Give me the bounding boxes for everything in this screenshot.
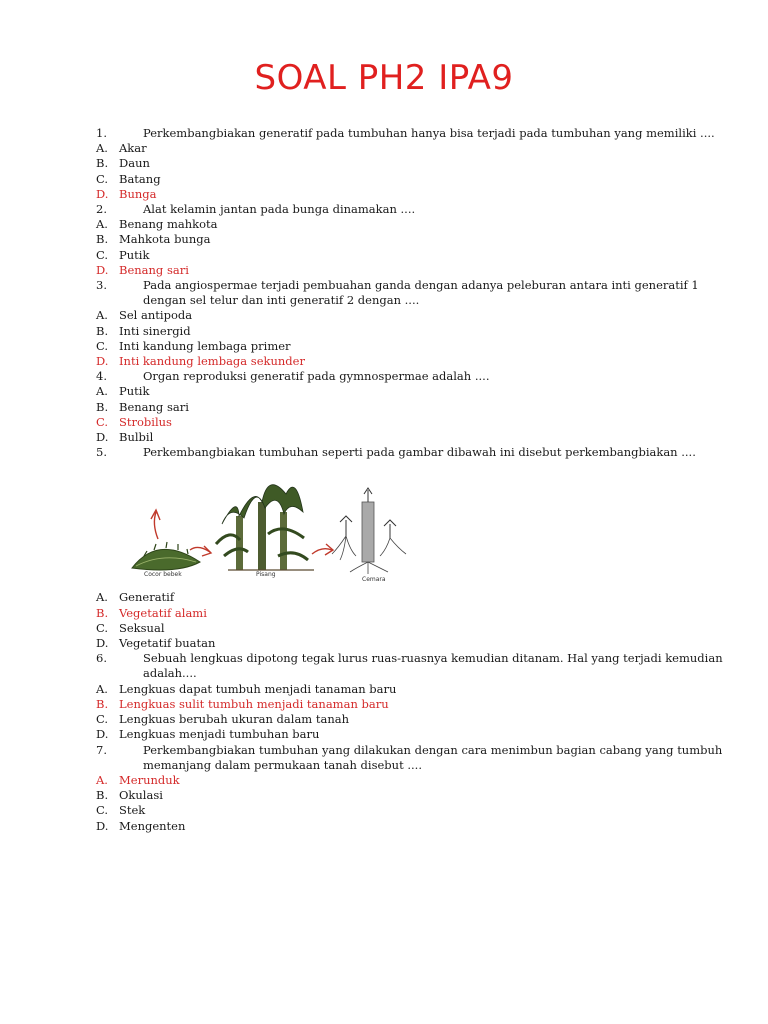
q2-option-b [96,232,736,247]
option-letter: A. [96,681,108,696]
option-text: Generatif [119,590,175,605]
option-letter: C. [96,620,109,635]
question-text: Perkembangbiakan tumbuhan seperti pada gambar dibawah ini disebut perkembangbiakan .... [143,445,696,460]
option-text: Inti sinergid [119,323,191,338]
option-text: Putik [119,384,150,399]
option-text: Putik [119,247,150,262]
pisang-plant-image [190,485,314,578]
question-text: Organ reproduksi generatif pada gymnospermae adalah .... [143,369,490,384]
question-number: 3. [96,278,107,293]
option-text: Mengenten [119,818,186,833]
question-6 [96,651,736,681]
q1-option-a [96,141,736,156]
q6-option-c [96,712,736,727]
q3-option-a [96,308,736,323]
cocor-bebek-leaf-image [132,510,200,578]
option-letter: D. [96,636,109,651]
question-number: 2. [96,202,107,217]
q5-option-c [96,621,736,636]
option-text: Lengkuas dapat tumbuh menjadi tanaman baru [119,681,397,696]
option-letter: B. [96,696,109,711]
option-letter: B. [96,232,109,247]
option-text: Daun [119,156,150,171]
caption-pisang: Pisang [256,571,276,579]
q4-option-c-answer [96,415,736,430]
option-letter: C. [96,171,109,186]
option-text: Lengkuas menjadi tumbuhan baru [119,727,320,742]
plant-illustration [118,464,418,588]
option-letter: D. [96,354,109,369]
q1-option-c [96,172,736,187]
question-number: 6. [96,651,107,666]
q2-option-c [96,248,736,263]
option-letter: A. [96,308,108,323]
option-text: Benang sari [119,399,189,414]
option-letter: D. [96,727,109,742]
question-3 [96,278,736,308]
option-letter: C. [96,803,109,818]
vegetative-reproduction-figure [96,460,736,590]
option-text: Benang mahkota [119,217,218,232]
question-5 [96,445,736,460]
q7-option-b [96,788,736,803]
question-text: Sebuah lengkuas dipotong tegak lurus ruas-ruasnya kemudian ditanam. Hal yang terjadi kemudian adalah.... [143,651,723,681]
q7-option-c [96,803,736,818]
option-text: Akar [119,141,147,156]
question-text: Alat kelamin jantan pada bunga dinamakan .... [143,202,416,217]
q6-option-b-answer [96,697,736,712]
q1-option-d-answer [96,187,736,202]
option-text: Inti kandung lembaga primer [119,338,291,353]
question-number: 1. [96,126,107,140]
option-text: Stek [119,803,146,818]
option-letter: C. [96,247,109,262]
q6-option-d [96,727,736,742]
question-text: Perkembangbiakan generatif pada tumbuhan hanya bisa terjadi pada tumbuhan yang memiliki .... [143,126,715,140]
option-letter: A. [96,384,108,399]
option-letter: D. [96,262,109,277]
option-letter: B. [96,605,109,620]
option-text: Mahkota bunga [119,232,211,247]
option-letter: B. [96,399,109,414]
option-text: Seksual [119,620,165,635]
option-text: Inti kandung lembaga sekunder [119,354,305,369]
option-letter: C. [96,338,109,353]
option-letter: C. [96,712,109,727]
q7-option-a-answer [96,773,736,788]
option-letter: B. [96,788,109,803]
q4-option-d [96,430,736,445]
option-text: Bunga [119,186,157,201]
question-number: 7. [96,742,107,757]
option-text: Sel antipoda [119,308,193,323]
q1-option-b [96,156,736,171]
question-text: Pada angiospermae terjadi pembuahan ganda dengan adanya peleburan antara inti generatif 1 dengan sel telur dan inti generatif 2 dengan .... [143,278,699,308]
q5-option-d [96,636,736,651]
option-text: Merunduk [119,772,180,787]
page-title: SOAL PH2 IPA9 [254,58,514,98]
question-7 [96,743,736,773]
question-4 [96,369,736,384]
option-letter: D. [96,430,109,445]
option-text: Benang sari [119,262,189,277]
question-number: 5. [96,445,107,460]
option-letter: A. [96,772,108,787]
option-letter: C. [96,414,109,429]
question-1 [96,126,736,141]
option-letter: A. [96,141,108,156]
question-2 [96,202,736,217]
option-letter: D. [96,186,109,201]
caption-cemara: Cemara [362,576,386,584]
question-number: 4. [96,369,107,384]
cemara-plant-image [312,488,406,583]
option-text: Okulasi [119,788,163,803]
option-letter: A. [96,590,108,605]
q4-option-b [96,400,736,415]
question-text: Perkembangbiakan tumbuhan yang dilakukan dengan cara menimbun bagian cabang yang tumbuh memanjang dalam permukaan tanah disebut .... [143,742,723,772]
caption-cocor-bebek: Cocor bebek [144,571,182,579]
option-letter: D. [96,818,109,833]
option-text: Lengkuas berubah ukuran dalam tanah [119,712,350,727]
question-list [96,126,736,834]
q3-option-c [96,339,736,354]
option-text: Strobilus [119,414,172,429]
option-text: Lengkuas sulit tumbuh menjadi tanaman baru [119,696,389,711]
option-text: Bulbil [119,430,154,445]
q3-option-d-answer [96,354,736,369]
option-text: Vegetatif alami [119,605,207,620]
q3-option-b [96,324,736,339]
q6-option-a [96,682,736,697]
option-text: Vegetatif buatan [119,636,216,651]
q5-option-a [96,590,736,605]
q4-option-a [96,384,736,399]
option-letter: A. [96,217,108,232]
q2-option-a [96,217,736,232]
q5-option-b-answer [96,606,736,621]
q7-option-d [96,819,736,834]
q2-option-d-answer [96,263,736,278]
option-letter: B. [96,156,109,171]
option-text: Batang [119,171,161,186]
option-letter: B. [96,323,109,338]
